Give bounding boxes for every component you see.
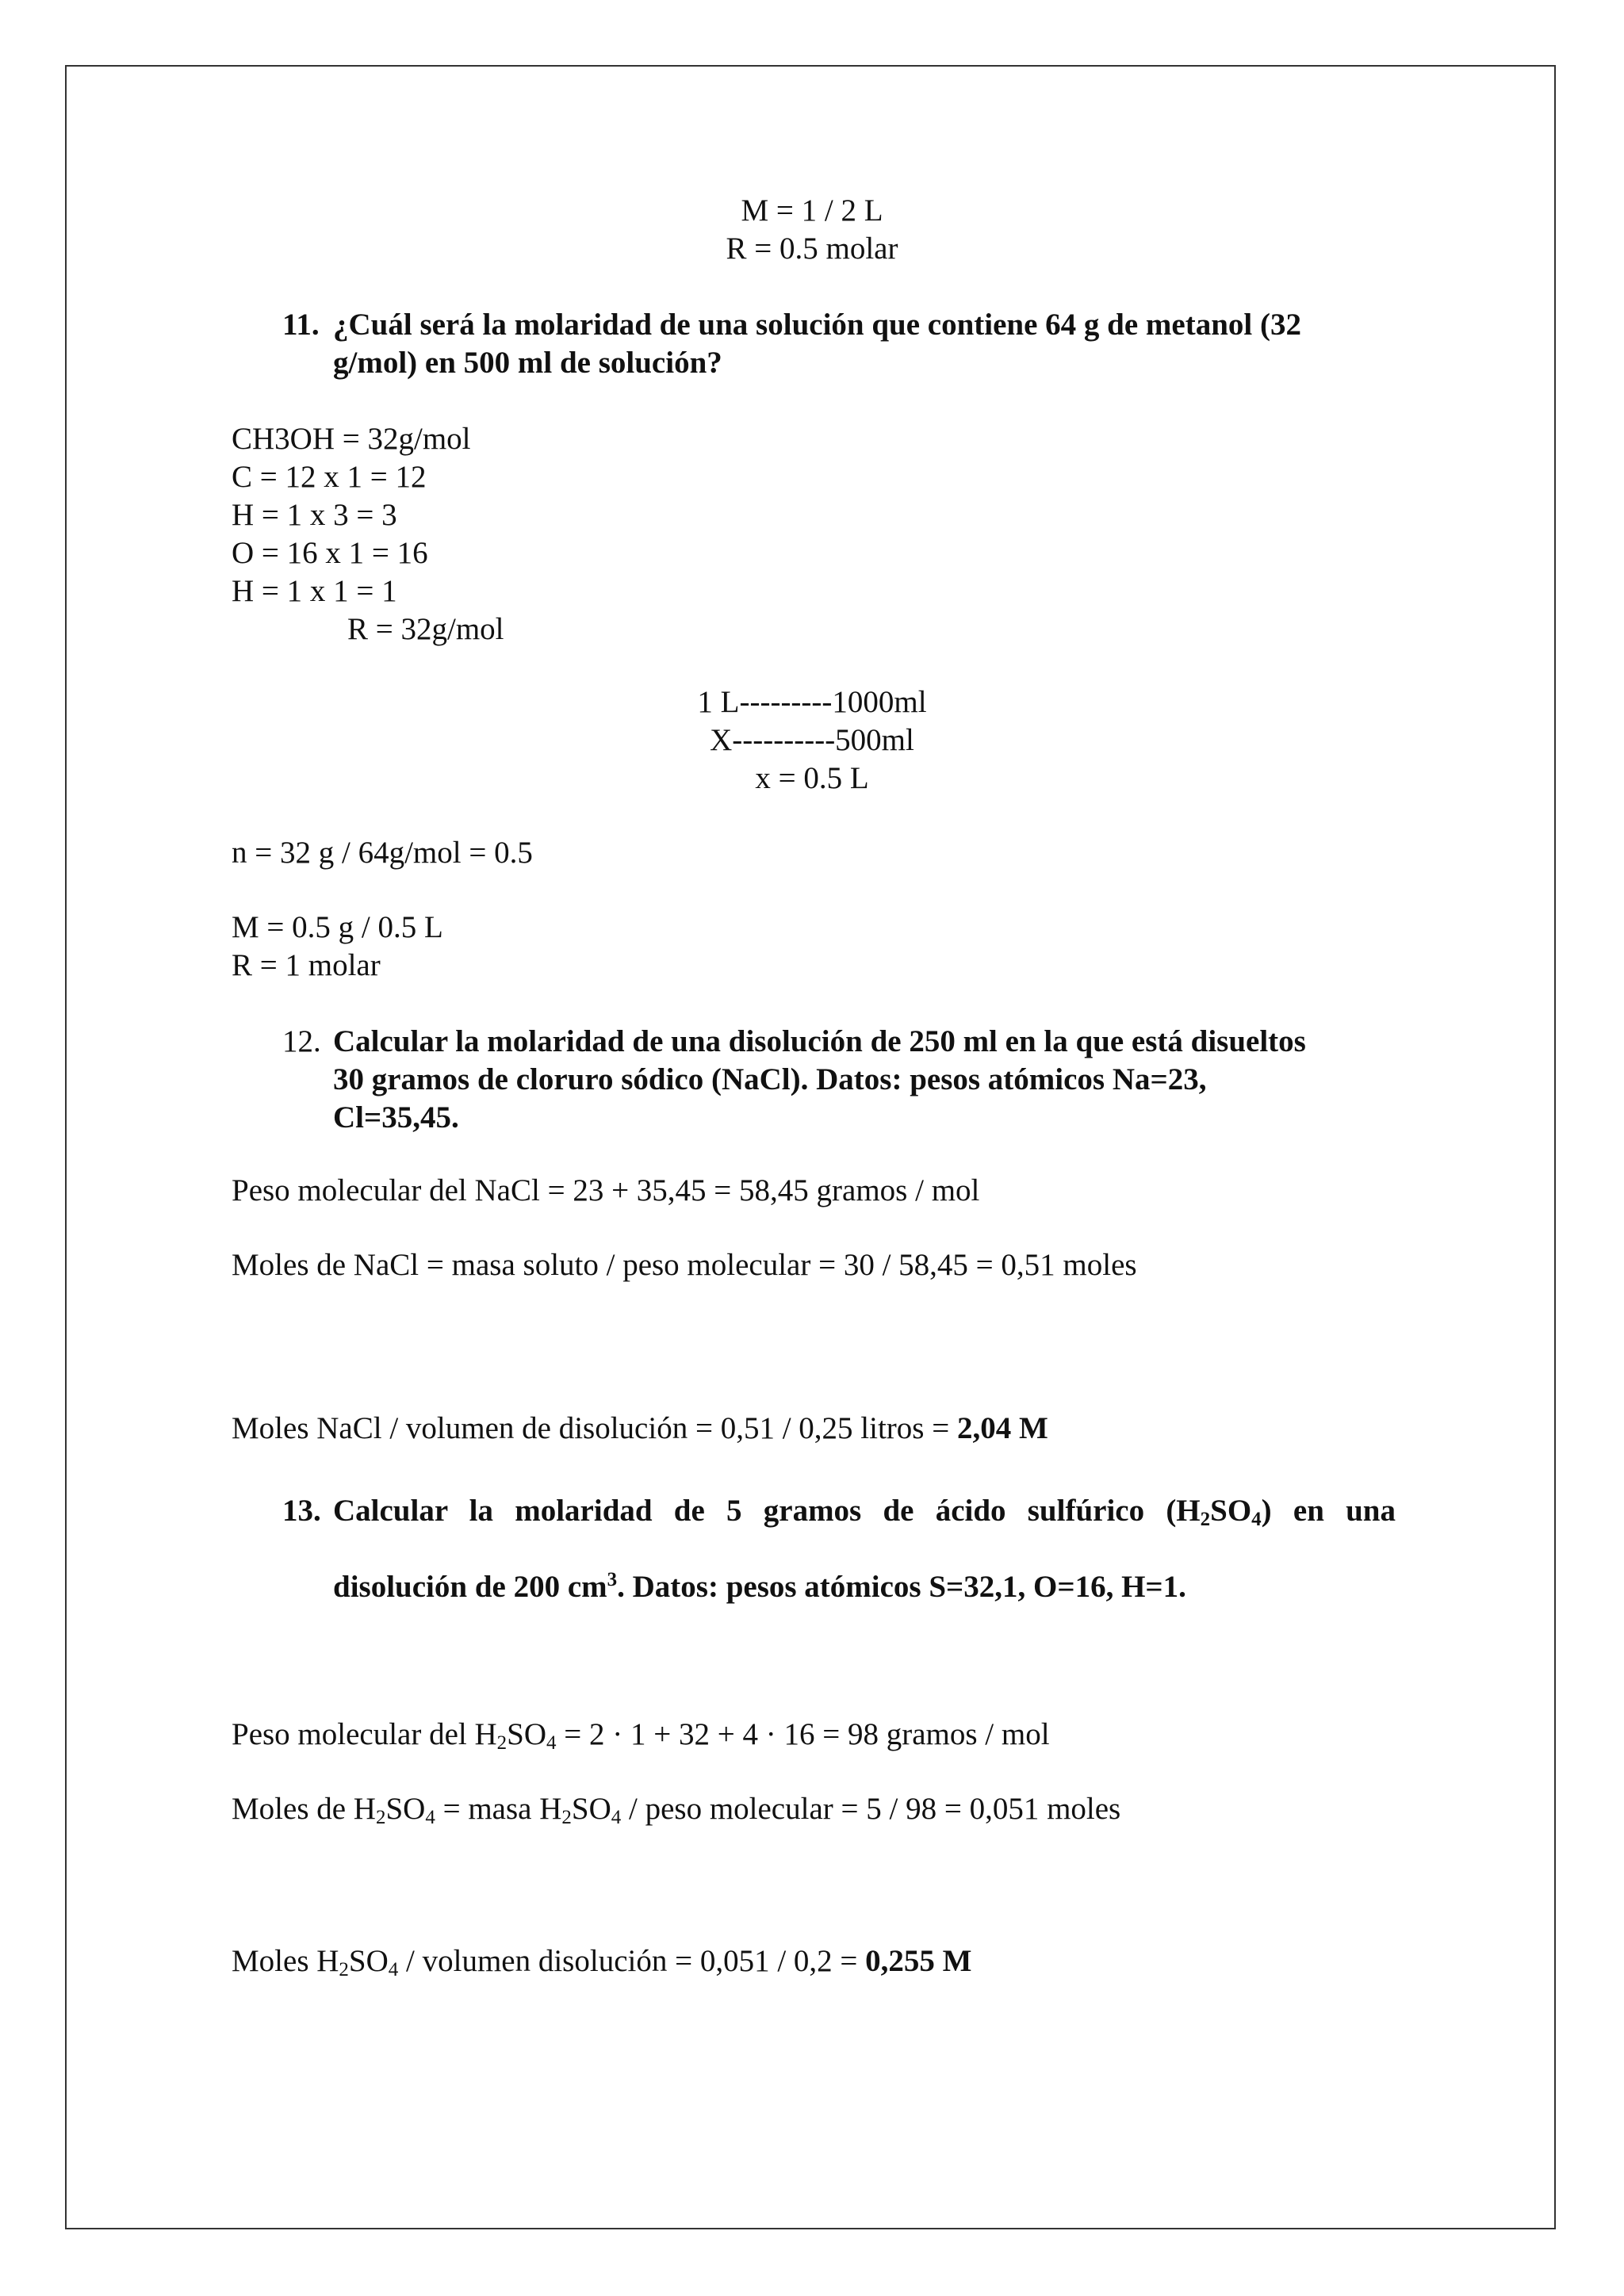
top-line-1: M = 1 / 2 L: [741, 193, 883, 228]
q13-question-text: [333, 1492, 1396, 1530]
q13-final-a: Moles H: [232, 1944, 339, 1978]
page-border: [65, 65, 1556, 2229]
q11-oxygen: O = 16 x 1 = 16: [232, 536, 428, 570]
q13-q-part-a: Calcular la molaridad de 5 gramos de ácido sulfúrico (H: [333, 1494, 1201, 1528]
q11-answer: R = 1 molar: [232, 948, 381, 982]
q12-final: [232, 1410, 1048, 1448]
q13-q2-part-a: disolución de 200 cm: [333, 1570, 607, 1604]
q11-number: 11.: [282, 308, 320, 342]
q12-number: 12.: [282, 1024, 321, 1058]
q13-q-sub-2: 2: [1200, 1509, 1211, 1530]
q13-peso-sub-4: 4: [546, 1732, 557, 1754]
q13-moles-a: Moles de H: [232, 1792, 376, 1826]
q12-question-line2: 30 gramos de cloruro sódico (NaCl). Datos: pesos atómicos Na=23,: [333, 1062, 1207, 1096]
q12-question-line3: Cl=35,45.: [333, 1100, 459, 1135]
q13-moles-sub-4a: 4: [425, 1807, 435, 1828]
q13-molecular-weight: [232, 1716, 1050, 1754]
q13-number: 13.: [282, 1494, 321, 1528]
q13-q2-part-b: . Datos: pesos atómicos S=32,1, O=16, H=1.: [617, 1570, 1186, 1604]
q13-moles-c: = masa H: [435, 1792, 562, 1826]
q13-final-c: / volumen disolución = 0,051 / 0,2 =: [398, 1944, 866, 1978]
q11-conversion-3: x = 0.5 L: [755, 761, 869, 795]
q12-question-line1: Calcular la molaridad de una disolución de 250 ml en la que está disueltos: [333, 1024, 1306, 1058]
q13-moles-b: SO: [385, 1792, 426, 1826]
q11-result: R = 32g/mol: [347, 612, 504, 646]
q13-final-b: SO: [348, 1944, 389, 1978]
q13-peso-c: = 2 · 1 + 32 + 4 · 16 = 98 gramos / mol: [556, 1717, 1050, 1751]
q13-moles: [232, 1790, 1120, 1828]
q11-hydrogen-2: H = 1 x 1 = 1: [232, 574, 397, 608]
q13-q-part-b: SO: [1210, 1494, 1252, 1528]
q13-peso-b: SO: [507, 1717, 547, 1751]
q11-carbon: C = 12 x 1 = 12: [232, 460, 427, 494]
q13-question-line2: [333, 1568, 1186, 1606]
q12-final-answer: 2,04 M: [956, 1411, 1048, 1445]
q13-moles-sub-2a: 2: [375, 1807, 386, 1828]
q11-question-line2: g/mol) en 500 ml de solución?: [333, 346, 722, 380]
q12-question: [282, 1023, 1306, 1061]
q13-moles-sub-2b: 2: [561, 1807, 572, 1828]
q12-final-text: Moles NaCl / volumen de disolución = 0,51 / 0,25 litros =: [232, 1411, 957, 1445]
q11-conversion-1: 1 L---------1000ml: [697, 685, 927, 719]
q12-moles: Moles de NaCl = masa soluto / peso molecular = 30 / 58,45 = 0,51 moles: [232, 1248, 1137, 1282]
q13-moles-sub-4b: 4: [611, 1807, 622, 1828]
q11-question-line1: ¿Cuál será la molaridad de una solución que contiene 64 g de metanol (32: [333, 308, 1301, 342]
q13-q-sub-4: 4: [1251, 1509, 1262, 1530]
q13-peso-a: Peso molecular del H: [232, 1717, 497, 1751]
q11-formula: CH3OH = 32g/mol: [232, 422, 471, 456]
q13-q-part-c: ) en una: [1261, 1494, 1396, 1528]
q11-moles: n = 32 g / 64g/mol = 0.5: [232, 836, 533, 870]
q13-final-sub-2: 2: [339, 1959, 349, 1980]
q13-final-sub-4: 4: [388, 1959, 399, 1980]
q13-q2-sup-3: 3: [607, 1569, 618, 1590]
q11-hydrogen: H = 1 x 3 = 3: [232, 498, 397, 532]
q11-molarity: M = 0.5 g / 0.5 L: [232, 910, 443, 944]
q13-moles-e: / peso molecular = 5 / 98 = 0,051 moles: [621, 1792, 1121, 1826]
top-line-2: R = 0.5 molar: [726, 232, 898, 266]
q12-molecular-weight: Peso molecular del NaCl = 23 + 35,45 = 58,45 gramos / mol: [232, 1173, 980, 1207]
q13-final-answer: 0,255 M: [865, 1944, 972, 1978]
q13-final: [232, 1942, 971, 1980]
q11-conversion-2: X----------500ml: [710, 723, 914, 757]
q13-peso-sub-2: 2: [496, 1732, 508, 1754]
q13-moles-d: SO: [571, 1792, 611, 1826]
